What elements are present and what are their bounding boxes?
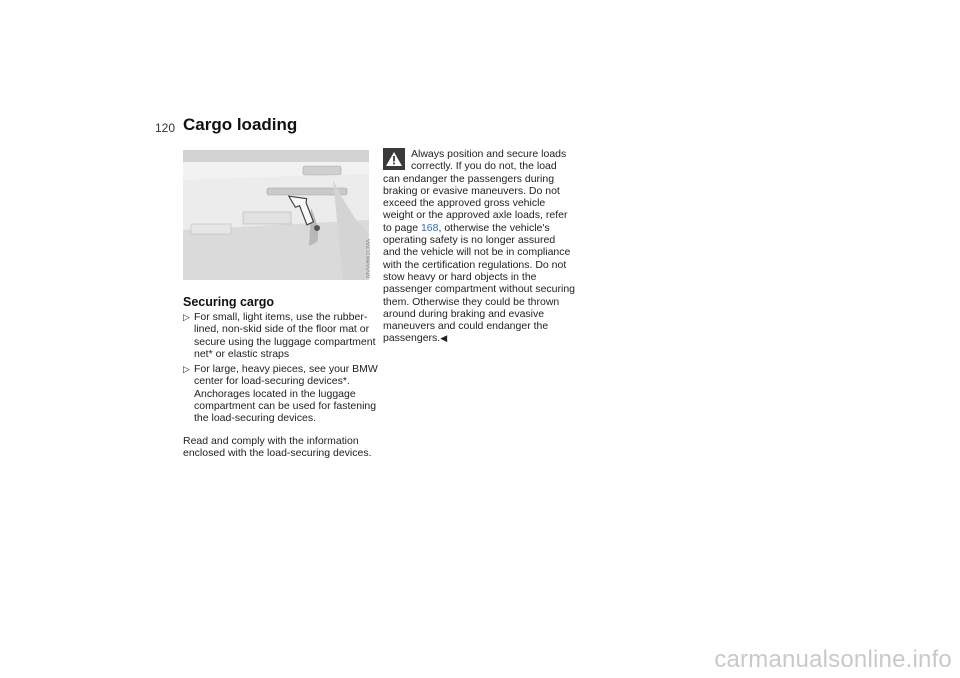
- warning-triangle-icon: [383, 148, 405, 170]
- cargo-figure: [183, 150, 369, 280]
- end-mark-icon: ◀: [440, 333, 448, 344]
- list-item-text: For large, heavy pieces, see your BMW center for load-securing devices*. Anchorages located in the luggage compartment can be used for fastening the load-securing devices.: [194, 363, 378, 425]
- section-heading-securing-cargo: Securing cargo: [183, 295, 274, 309]
- list-item-text: For small, light items, use the rubber-lined, non-skid side of the floor mat or secure using the luggage compartment net* or elastic straps: [194, 311, 376, 360]
- list-item: [183, 363, 379, 424]
- warning-text-part: Always position and secure loads correctly. If you do not, the load can endanger the passengers during braking or evasive maneuvers. Do not exceed the approved gross vehicle weight or the approved axle loads, refer to page: [383, 148, 568, 234]
- watermark: carmanualsonline.info: [714, 646, 952, 673]
- page-reference-link[interactable]: 168: [420, 221, 439, 234]
- page-title: Cargo loading: [183, 115, 298, 134]
- warning-block: [383, 148, 575, 345]
- warning-text-part: , otherwise the vehicle's operating safety is no longer assured and the vehicle will not be in compliance with the certification regulations. Do not stow heavy or hard objects in the passenger compartment without securing them. Otherwise they could be thrown around during braking and evasive maneuvers and could endanger the passengers.: [383, 221, 576, 345]
- securing-note: Read and comply with the information enclosed with the load-securing devices.: [183, 435, 372, 460]
- warning-text: [383, 148, 575, 345]
- securing-bullet-list: [183, 311, 379, 428]
- page-number: 120: [155, 121, 176, 135]
- bullet-marker-icon: ▷: [183, 364, 190, 375]
- figure-code: MV00661CMA: [366, 238, 372, 278]
- list-item: [183, 311, 379, 360]
- bullet-marker-icon: ▷: [183, 312, 190, 322]
